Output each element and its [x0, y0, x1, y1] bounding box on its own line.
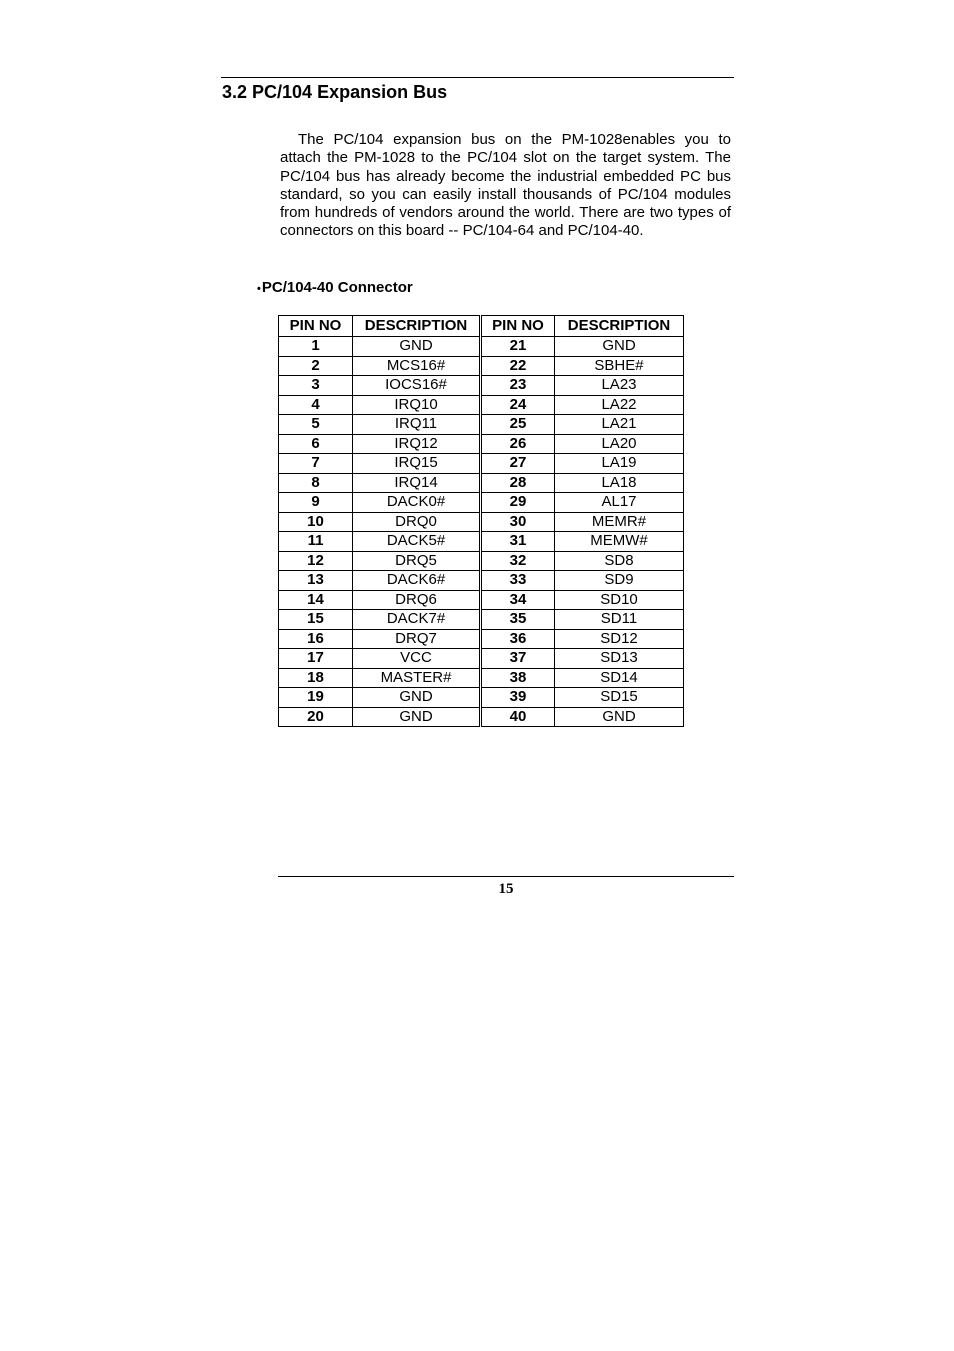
description-cell: LA22: [555, 395, 684, 415]
table-row: [279, 551, 684, 571]
table-row: [279, 415, 684, 435]
description-cell: MEMR#: [555, 512, 684, 532]
table-row: [279, 668, 684, 688]
description-cell: DRQ5: [353, 551, 481, 571]
description-cell: GND: [555, 707, 684, 727]
table-row: [279, 688, 684, 708]
pin-number-cell: 22: [481, 356, 555, 376]
pin-number-cell: 5: [279, 415, 353, 435]
table-row: [279, 629, 684, 649]
description-cell: MCS16#: [353, 356, 481, 376]
header-description-right: DESCRIPTION: [555, 316, 684, 337]
pin-number-cell: 7: [279, 454, 353, 474]
top-rule: [221, 77, 734, 78]
description-cell: GND: [353, 337, 481, 357]
description-cell: IRQ15: [353, 454, 481, 474]
table-row: [279, 649, 684, 669]
description-cell: SD14: [555, 668, 684, 688]
bullet-icon: •: [257, 283, 261, 295]
pin-number-cell: 19: [279, 688, 353, 708]
pin-number-cell: 32: [481, 551, 555, 571]
pin-number-cell: 8: [279, 473, 353, 493]
table-row: [279, 337, 684, 357]
pin-number-cell: 9: [279, 493, 353, 513]
description-cell: DRQ6: [353, 590, 481, 610]
page-number: 15: [498, 881, 514, 897]
description-cell: DRQ7: [353, 629, 481, 649]
description-cell: MASTER#: [353, 668, 481, 688]
description-cell: LA21: [555, 415, 684, 435]
description-cell: SD13: [555, 649, 684, 669]
pin-number-cell: 33: [481, 571, 555, 591]
table-row: [279, 512, 684, 532]
description-cell: LA20: [555, 434, 684, 454]
pin-number-cell: 13: [279, 571, 353, 591]
header-pin-no-left: PIN NO: [279, 316, 353, 337]
description-cell: SD12: [555, 629, 684, 649]
pin-table: [278, 315, 684, 727]
table-row: [279, 532, 684, 552]
connector-heading-label: PC/104-40 Connector: [261, 279, 413, 296]
description-cell: DACK7#: [353, 610, 481, 630]
description-cell: LA23: [555, 376, 684, 396]
description-cell: SD11: [555, 610, 684, 630]
pin-number-cell: 20: [279, 707, 353, 727]
description-cell: LA18: [555, 473, 684, 493]
pin-number-cell: 26: [481, 434, 555, 454]
description-cell: IRQ10: [353, 395, 481, 415]
pin-number-cell: 30: [481, 512, 555, 532]
pin-number-cell: 1: [279, 337, 353, 357]
table-row: [279, 454, 684, 474]
description-cell: GND: [353, 688, 481, 708]
pin-number-cell: 25: [481, 415, 555, 435]
table-row: [279, 473, 684, 493]
pin-number-cell: 10: [279, 512, 353, 532]
pin-number-cell: 14: [279, 590, 353, 610]
pin-number-cell: 6: [279, 434, 353, 454]
description-cell: VCC: [353, 649, 481, 669]
pin-number-cell: 2: [279, 356, 353, 376]
table-row: [279, 356, 684, 376]
pin-number-cell: 40: [481, 707, 555, 727]
table-row: [279, 376, 684, 396]
description-cell: SD10: [555, 590, 684, 610]
header-pin-no-right: PIN NO: [481, 316, 555, 337]
pin-number-cell: 18: [279, 668, 353, 688]
description-cell: IRQ12: [353, 434, 481, 454]
pin-number-cell: 3: [279, 376, 353, 396]
header-description-left: DESCRIPTION: [353, 316, 481, 337]
description-cell: SBHE#: [555, 356, 684, 376]
pin-number-cell: 37: [481, 649, 555, 669]
section-title: 3.2 PC/104 Expansion Bus: [222, 82, 448, 102]
pin-number-cell: 38: [481, 668, 555, 688]
pin-table-header: [279, 316, 684, 337]
description-cell: SD8: [555, 551, 684, 571]
description-cell: DACK5#: [353, 532, 481, 552]
table-row: [279, 590, 684, 610]
pin-number-cell: 23: [481, 376, 555, 396]
description-cell: AL17: [555, 493, 684, 513]
pin-number-cell: 12: [279, 551, 353, 571]
description-cell: DRQ0: [353, 512, 481, 532]
pin-number-cell: 31: [481, 532, 555, 552]
table-row: [279, 395, 684, 415]
description-cell: DACK6#: [353, 571, 481, 591]
table-row: [279, 610, 684, 630]
pin-number-cell: 24: [481, 395, 555, 415]
pin-number-cell: 36: [481, 629, 555, 649]
pin-number-cell: 34: [481, 590, 555, 610]
pin-number-cell: 27: [481, 454, 555, 474]
connector-heading: [257, 278, 413, 299]
description-cell: SD9: [555, 571, 684, 591]
description-cell: IRQ11: [353, 415, 481, 435]
description-cell: IRQ14: [353, 473, 481, 493]
pin-number-cell: 4: [279, 395, 353, 415]
table-row: [279, 493, 684, 513]
description-cell: GND: [353, 707, 481, 727]
table-row: [279, 434, 684, 454]
pin-number-cell: 15: [279, 610, 353, 630]
description-cell: GND: [555, 337, 684, 357]
pin-number-cell: 35: [481, 610, 555, 630]
pin-number-cell: 28: [481, 473, 555, 493]
pin-number-cell: 16: [279, 629, 353, 649]
pin-number-cell: 21: [481, 337, 555, 357]
pin-number-cell: 39: [481, 688, 555, 708]
pin-number-cell: 29: [481, 493, 555, 513]
description-cell: SD15: [555, 688, 684, 708]
bottom-rule: [278, 876, 734, 877]
description-cell: DACK0#: [353, 493, 481, 513]
intro-paragraph: The PC/104 expansion bus on the PM-1028enables you to attach the PM-1028 to the PC/104 slot on the target system. The PC/104 bus has already become the industrial embedded PC bus standard, so you can easily install thousands of PC/104 modules from hundreds of vendors around the world. There are two types of connectors on this board -- PC/104-64 and PC/104-40.: [280, 131, 731, 240]
description-cell: MEMW#: [555, 532, 684, 552]
description-cell: LA19: [555, 454, 684, 474]
table-row: [279, 571, 684, 591]
description-cell: IOCS16#: [353, 376, 481, 396]
table-row: [279, 707, 684, 727]
pin-number-cell: 11: [279, 532, 353, 552]
pin-number-cell: 17: [279, 649, 353, 669]
